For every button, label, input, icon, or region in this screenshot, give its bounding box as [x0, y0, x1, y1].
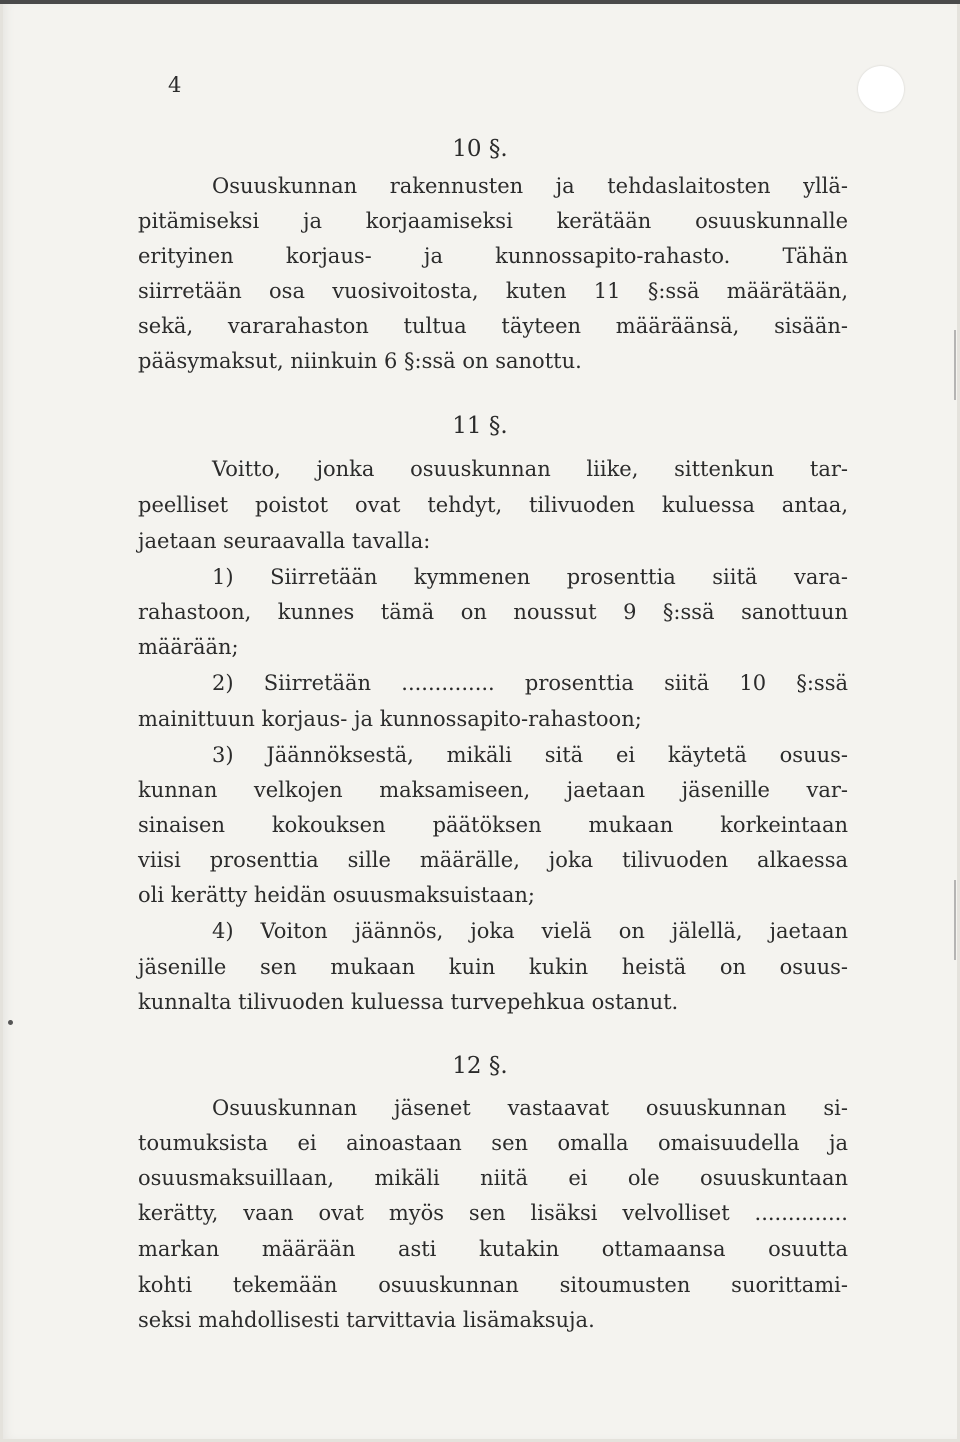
page-number: 4	[168, 73, 182, 97]
list-item-line: määrään;	[138, 635, 239, 659]
page-top-edge	[0, 0, 960, 4]
list-item-line: kunnan velkojen maksamiseen, jaetaan jäsenille var-	[138, 778, 848, 802]
section-heading-11: 11 §.	[452, 413, 508, 439]
list-item-line: 4) Voiton jäännös, joka vielä on jälellä, jaetaan	[212, 919, 848, 943]
paragraph-line: sekä, vararahaston tultua täyteen määräänsä, sisään-	[138, 314, 848, 338]
list-item-line: 1) Siirretään kymmenen prosenttia siitä vara-	[212, 565, 848, 589]
margin-mark	[954, 880, 956, 960]
paragraph-line: Osuuskunnan rakennusten ja tehdaslaitosten yllä-	[212, 174, 848, 198]
list-item-line: kunnalta tilivuoden kuluessa turvepehkua ostanut.	[138, 990, 679, 1014]
punch-hole	[858, 66, 904, 112]
paragraph-line: toumuksista ei ainoastaan sen omalla omaisuudella ja	[138, 1131, 848, 1155]
paragraph-line: siirretään osa vuosivoitosta, kuten 11 §:ssä määrätään,	[138, 279, 848, 303]
paragraph-line: erityinen korjaus- ja kunnossapito-rahasto. Tähän	[138, 244, 848, 268]
list-item-line: sinaisen kokouksen päätöksen mukaan korkeintaan	[138, 813, 848, 837]
paragraph-line: Osuuskunnan jäsenet vastaavat osuuskunnan si-	[212, 1096, 848, 1120]
paragraph-line: peelliset poistot ovat tehdyt, tilivuoden kuluessa antaa,	[138, 493, 848, 517]
list-item-line: jäsenille sen mukaan kuin kukin heistä on osuus-	[138, 955, 848, 979]
list-item-line: 2) Siirretään .............. prosenttia siitä 10 §:ssä	[212, 671, 848, 695]
section-heading-10: 10 §.	[452, 136, 508, 162]
paragraph-line: markan määrään asti kutakin ottamaansa osuutta	[138, 1237, 848, 1261]
paragraph-line: Voitto, jonka osuuskunnan liike, sittenkun tar-	[212, 457, 848, 481]
paragraph-line: jaetaan seuraavalla tavalla:	[138, 529, 431, 553]
paragraph-line: pitämiseksi ja korjaamiseksi kerätään osuuskunnalle	[138, 209, 848, 233]
list-item-line: viisi prosenttia sille määrälle, joka tilivuoden alkaessa	[138, 848, 848, 872]
paragraph-line: kerätty, vaan ovat myös sen lisäksi velvolliset ..............	[138, 1201, 848, 1225]
list-item-line: rahastoon, kunnes tämä on noussut 9 §:ssä sanottuun	[138, 600, 848, 624]
margin-mark	[954, 330, 956, 400]
section-heading-12: 12 §.	[452, 1053, 508, 1079]
paragraph-line: osuusmaksuillaan, mikäli niitä ei ole osuuskuntaan	[138, 1166, 848, 1190]
paragraph-line: pääsymaksut, niinkuin 6 §:ssä on sanottu.	[138, 349, 582, 373]
paragraph-line: seksi mahdollisesti tarvittavia lisämaksuja.	[138, 1308, 595, 1332]
list-item-line: oli kerätty heidän osuusmaksuistaan;	[138, 883, 535, 907]
list-item-line: 3) Jäännöksestä, mikäli sitä ei käytetä osuus-	[212, 743, 848, 767]
margin-dot	[8, 1020, 13, 1025]
list-item-line: mainittuun korjaus- ja kunnossapito-rahastoon;	[138, 707, 642, 731]
paragraph-line: kohti tekemään osuuskunnan sitoumusten suorittami-	[138, 1273, 848, 1297]
